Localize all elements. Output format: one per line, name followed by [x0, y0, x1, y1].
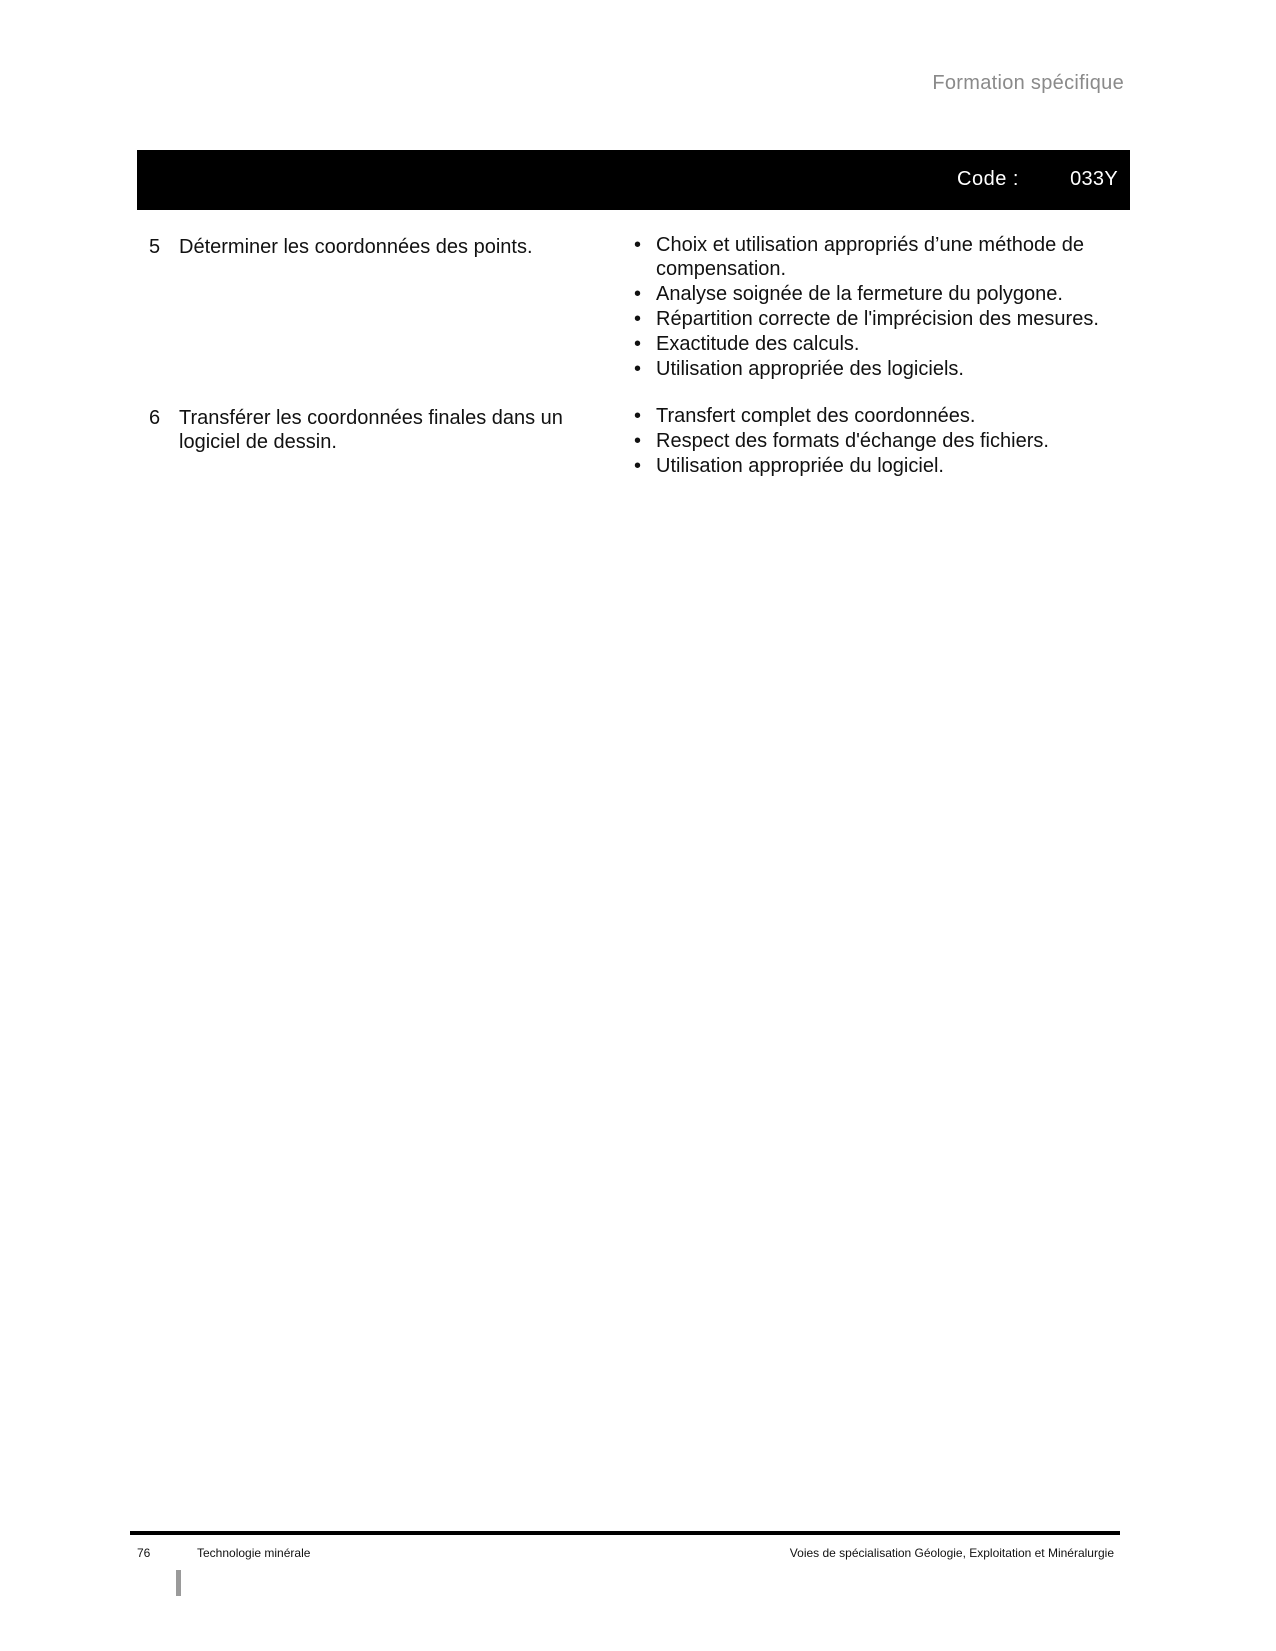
footer-divider [130, 1531, 1120, 1535]
criteria-list [629, 404, 1129, 478]
list-item [629, 429, 1129, 453]
bullet-icon: • [634, 430, 642, 452]
list-item [629, 233, 1129, 281]
list-item [629, 404, 1129, 428]
page-number: 76 [137, 1546, 151, 1560]
criteria-cell [629, 233, 1129, 382]
table-row [137, 404, 1130, 479]
code-label: Code : [957, 168, 1019, 190]
list-item [629, 332, 1129, 356]
table-row [137, 233, 1130, 382]
criterion-text: Transfert complet des coordonnées. [656, 405, 976, 427]
footer-program: Technologie minérale [197, 1546, 311, 1560]
code-value: 033Y [1070, 168, 1118, 190]
criteria-list [629, 233, 1129, 381]
bullet-icon: • [634, 358, 642, 380]
bullet-icon: • [634, 333, 642, 355]
criterion-text: Utilisation appropriée des logiciels. [656, 358, 964, 380]
list-item [629, 282, 1129, 306]
list-item [629, 454, 1129, 478]
element-cell [137, 404, 617, 479]
page-header-label: Formation spécifique [932, 72, 1124, 94]
list-item [629, 357, 1129, 381]
bullet-icon: • [634, 308, 642, 330]
element-text: Transférer les coordonnées finales dans un logiciel de dessin. [179, 407, 563, 453]
bullet-icon: • [634, 455, 642, 477]
element-number: 6 [149, 407, 161, 429]
criterion-text: Utilisation appropriée du logiciel. [656, 455, 944, 477]
element-cell [137, 233, 617, 382]
bullet-icon: • [634, 234, 642, 256]
element-number: 5 [149, 236, 161, 258]
criterion-text: Répartition correcte de l'imprécision des mesures. [656, 308, 1099, 330]
criterion-text: Exactitude des calculs. [656, 333, 860, 355]
change-bar-mark [176, 1570, 181, 1596]
code-bar [137, 150, 1130, 210]
criterion-text: Analyse soignée de la fermeture du polygone. [656, 283, 1063, 305]
bullet-icon: • [634, 283, 642, 305]
bullet-icon: • [634, 405, 642, 427]
footer-specializations: Voies de spécialisation Géologie, Exploitation et Minéralurgie [789, 1546, 1114, 1560]
criterion-text: Respect des formats d'échange des fichiers. [656, 430, 1049, 452]
criterion-text: Choix et utilisation appropriés d’une méthode de compensation. [656, 234, 1085, 280]
competency-table [137, 233, 1130, 501]
criteria-cell [629, 404, 1129, 479]
element-text: Déterminer les coordonnées des points. [179, 236, 533, 258]
list-item [629, 307, 1129, 331]
